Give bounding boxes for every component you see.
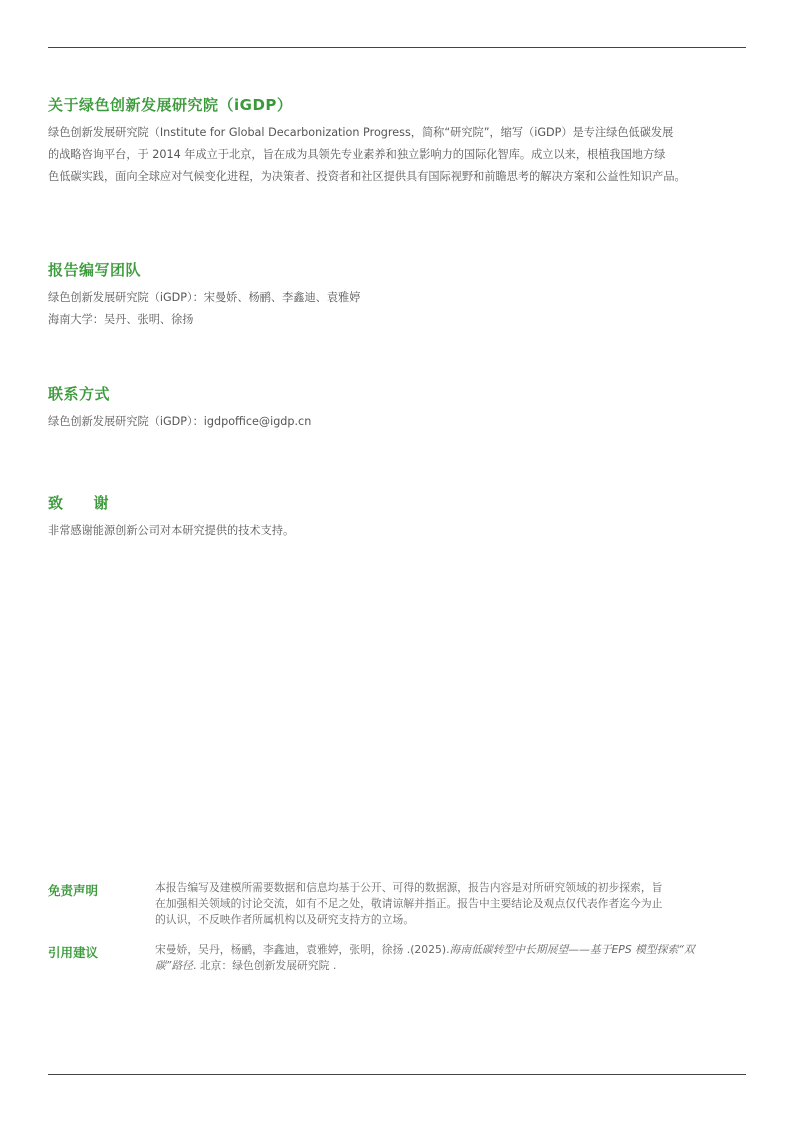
citation-publisher: . 北京：绿色创新发展研究院 . — [192, 959, 337, 972]
thanks-line: 非常感谢能源创新公司对本研究提供的技术支持。 — [48, 524, 295, 537]
thanks-paragraph — [48, 520, 748, 542]
disclaimer-text — [155, 880, 747, 928]
citation-title-part1: 海南低碳转型中长期展望——基于EPS 模型探索“双 — [449, 943, 695, 956]
top-divider — [48, 47, 746, 48]
disclaimer-line: 本报告编写及建模所需要数据和信息均基于公开、可得的数据源，报告内容是对所研究领域的初步探索，旨 — [155, 881, 663, 894]
citation-line-1 — [155, 942, 747, 958]
team-list — [48, 287, 748, 331]
citation-title-part2: 碳”路径 — [155, 959, 193, 972]
thanks-heading — [48, 492, 109, 513]
thanks-heading-char2: 谢 — [93, 494, 110, 512]
citation-label: 引用建议 — [48, 945, 99, 960]
about-line: 绿色创新发展研究院（Institute for Global Decarbonization Progress，简称“研究院”，缩写（iGDP）是专注绿色低碳发展 — [48, 126, 674, 139]
about-line: 色低碳实践，面向全球应对气候变化进程，为决策者、投资者和社区提供具有国际视野和前瞻思考的解决方案和公益性知识产品。 — [48, 170, 686, 183]
citation-text — [155, 942, 747, 974]
citation-line-2 — [155, 958, 747, 974]
team-hainan-line: 海南大学：吴丹、张明、徐扬 — [48, 313, 194, 326]
disclaimer-line: 的认识，不反映作者所属机构以及研究支持方的立场。 — [155, 913, 415, 926]
citation-authors: 宋曼娇，吴丹，杨鹂，李鑫迪，袁雅婷，张明，徐扬 .(2025). — [155, 943, 450, 956]
disclaimer-line: 在加强相关领域的讨论交流，如有不足之处，敬请谅解并指正。报告中主要结论及观点仅代表作者迄今为止 — [155, 897, 663, 910]
contact-paragraph — [48, 411, 748, 433]
team-igdp-line: 绿色创新发展研究院（iGDP）：宋曼娇、杨鹂、李鑫迪、袁雅婷 — [48, 291, 361, 304]
bottom-divider — [48, 1074, 746, 1075]
team-heading: 报告编写团队 — [48, 261, 142, 279]
contact-heading: 联系方式 — [48, 385, 111, 403]
disclaimer-label: 免责声明 — [48, 883, 99, 898]
thanks-heading-char1: 致 — [48, 494, 64, 512]
about-paragraph — [48, 122, 748, 188]
contact-line: 绿色创新发展研究院（iGDP）：igdpoffice@igdp.cn — [48, 415, 312, 428]
about-heading: 关于绿色创新发展研究院（iGDP） — [48, 96, 293, 114]
about-line: 的战略咨询平台，于 2014 年成立于北京，旨在成为具领先专业素养和独立影响力的国际化智库。成立以来，根植我国地方绿 — [48, 148, 666, 161]
